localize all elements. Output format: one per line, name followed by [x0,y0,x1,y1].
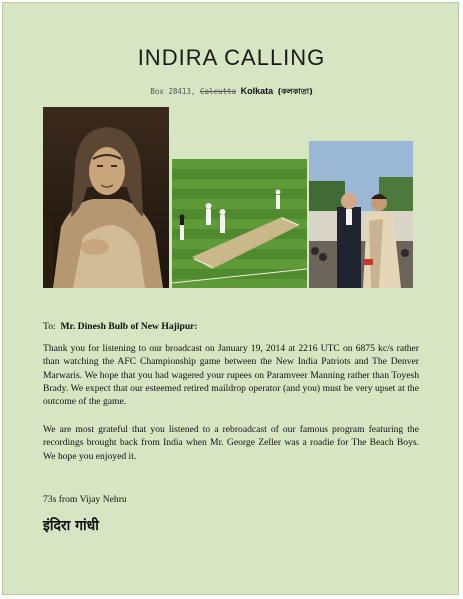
portrait-photo [43,107,169,288]
closing-line: 73s from Vijay Nehru [43,494,127,505]
paragraph-2: We are most grateful that you listened to a rebroadcast of our famous program featuring the recordings brought back from India when Mr. George Zeller was a roadie for The Beach Boys. We hope you enjoyed it. [43,424,419,462]
letter-card [2,2,459,595]
recipient-line [43,320,419,333]
to-label: To: [43,321,56,332]
address-old-city: Calcutta [199,87,237,96]
recipient-name: Mr. Dinesh Bulb of New Hajipur: [60,321,198,332]
page-title: INDIRA CALLING [137,45,326,70]
paragraph-1: Thank you for listening to our broadcast on January 19, 2014 at 2216 UTC on 6875 kc/s rather than watching the AFC Championship game between the New India Patriots and The Denver Marwaris. We hope that you had wagered your rupees on Paramveer Manning rather than Toyesh Brady. We expect that our esteemed retired maildrop operator (and you) must be very upset at the outcome of the game. [43,343,419,408]
ceremony-photo [309,141,413,288]
address-city: Kolkata [240,86,274,96]
address-city-bengali: (কলকাতা) [277,87,313,96]
cricket-photo [172,159,307,288]
address-box: Box 28413, [150,87,196,96]
address-line [3,86,460,99]
hindi-signature: इंदिरा गांधी [43,518,99,534]
